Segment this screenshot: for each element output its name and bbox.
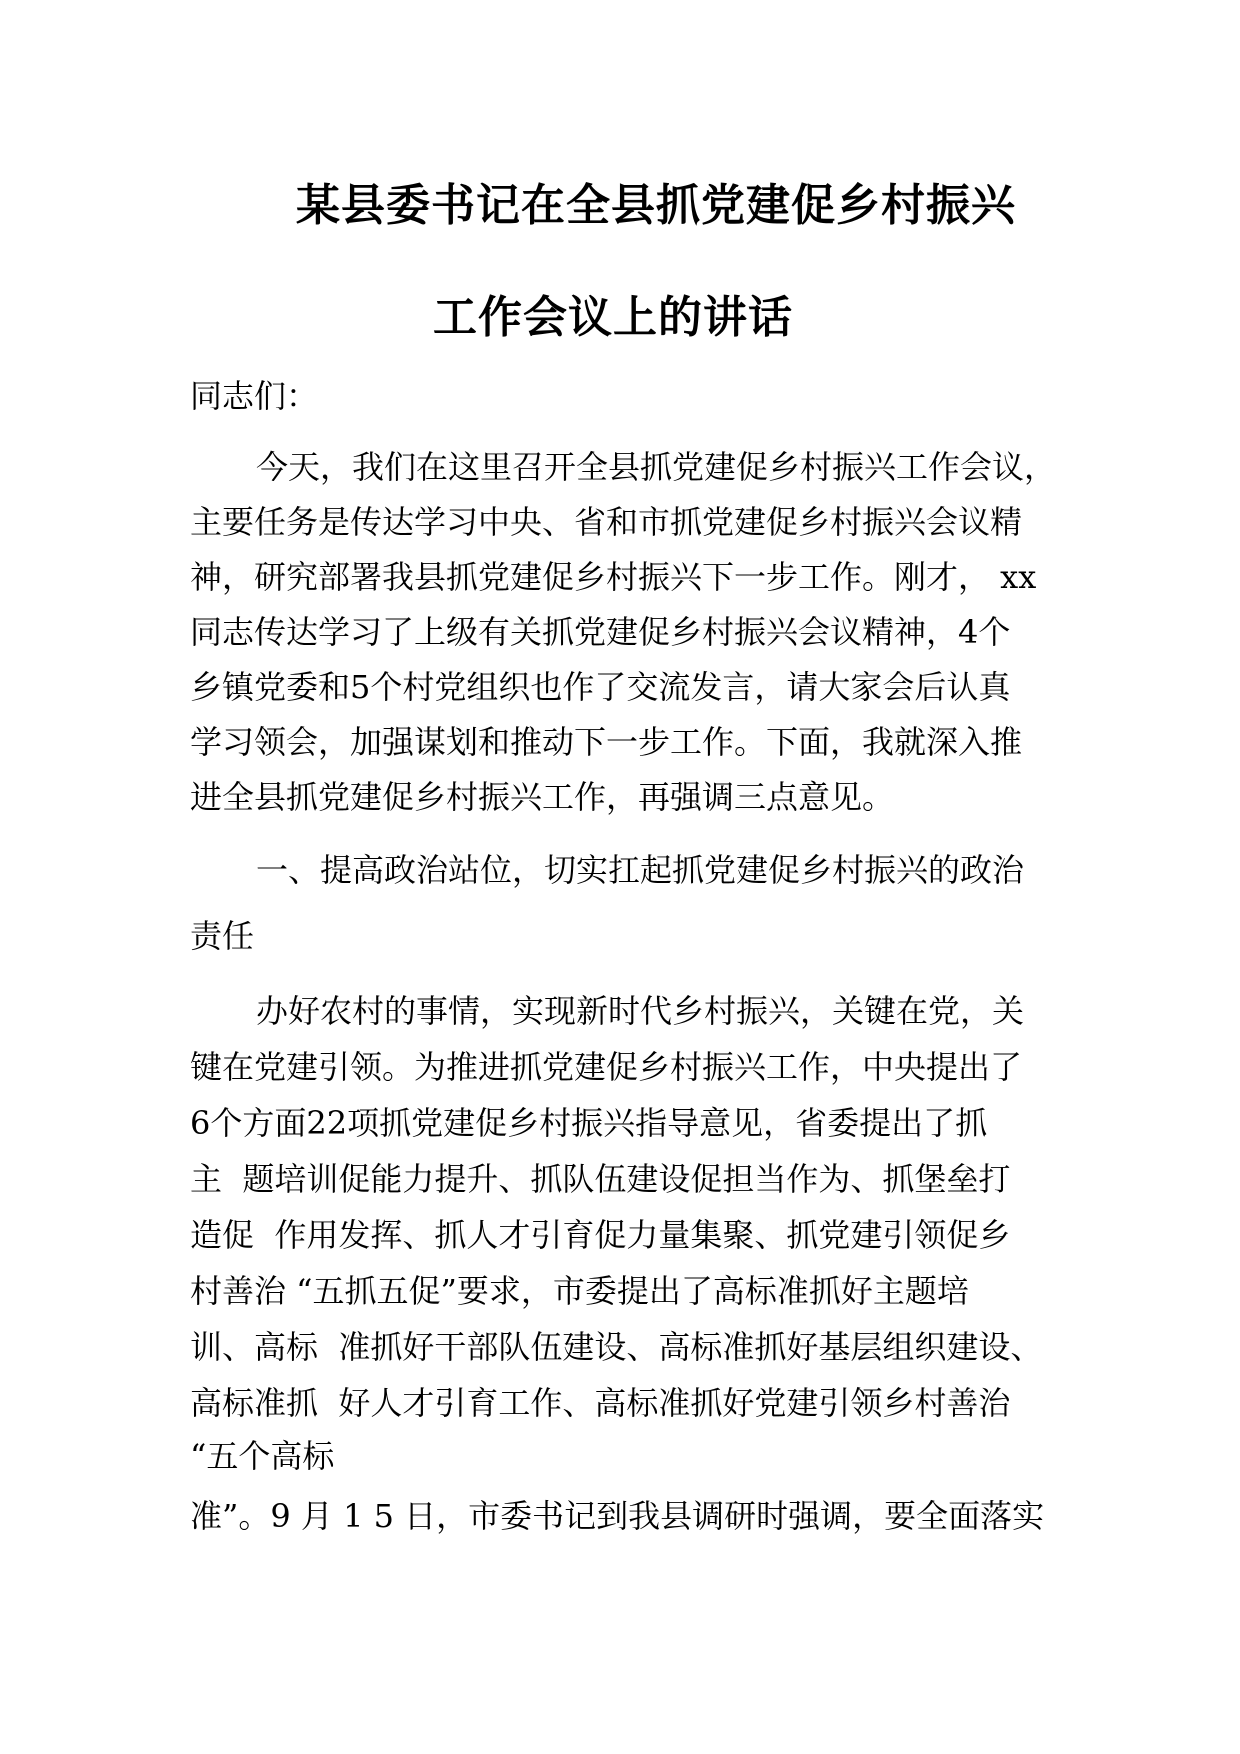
paragraph-line: 神，研究部署我县抓党建促乡村振兴下一步工作。刚才， xx [190, 558, 1037, 596]
paragraph-line: 村善治 “五抓五促”要求，市委提出了高标准抓好主题培 [190, 1272, 969, 1310]
paragraph-line: 准”。9 月 1 5 日，市委书记到我县调研时强调，要全面落实 [190, 1497, 1045, 1535]
document-title-line-2: 工作会议上的讲话 [433, 292, 793, 343]
paragraph-line: 高标准抓 好人才引育工作、高标准抓好党建引领乡村善治 [190, 1384, 1011, 1422]
paragraph-line: 乡镇党委和5个村党组织也作了交流发言，请大家会后认真 [190, 668, 1011, 706]
paragraph-line: 进全县抓党建促乡村振兴工作，再强调三点意见。 [190, 778, 895, 816]
paragraph-line: 主 题培训促能力提升、抓队伍建设促担当作为、抓堡垒打 [190, 1160, 1011, 1198]
section-heading-line: 一、提高政治站位，切实扛起抓党建促乡村振兴的政治 [256, 851, 1025, 889]
paragraph-line: 今天，我们在这里召开全县抓党建促乡村振兴工作会议， [256, 448, 1057, 486]
paragraph-line: 主要任务是传达学习中央、省和市抓党建促乡村振兴会议精 [190, 503, 1023, 541]
paragraph-line: 学习领会，加强谋划和推动下一步工作。下面，我就深入推 [190, 723, 1023, 761]
section-heading-line: 责任 [190, 917, 255, 955]
paragraph-line: 6个方面22项抓党建促乡村振兴指导意见，省委提出了抓 [190, 1104, 988, 1142]
paragraph-line: 同志传达学习了上级有关抓党建促乡村振兴会议精神，4个 [190, 613, 1011, 651]
paragraph-line: 造促 作用发挥、抓人才引育促力量集聚、抓党建引领促乡 [190, 1216, 1011, 1254]
paragraph-line: 训、高标 准抓好干部队伍建设、高标准抓好基层组织建设、 [190, 1328, 1043, 1366]
paragraph-line: “五个高标 [190, 1437, 335, 1475]
salutation: 同志们： [190, 377, 319, 415]
paragraph-line: 键在党建引领。为推进抓党建促乡村振兴工作，中央提出了 [190, 1048, 1023, 1086]
paragraph-line: 办好农村的事情，实现新时代乡村振兴，关键在党，关 [256, 992, 1025, 1030]
document-title-line-1: 某县委书记在全县抓党建促乡村振兴 [296, 180, 1016, 231]
